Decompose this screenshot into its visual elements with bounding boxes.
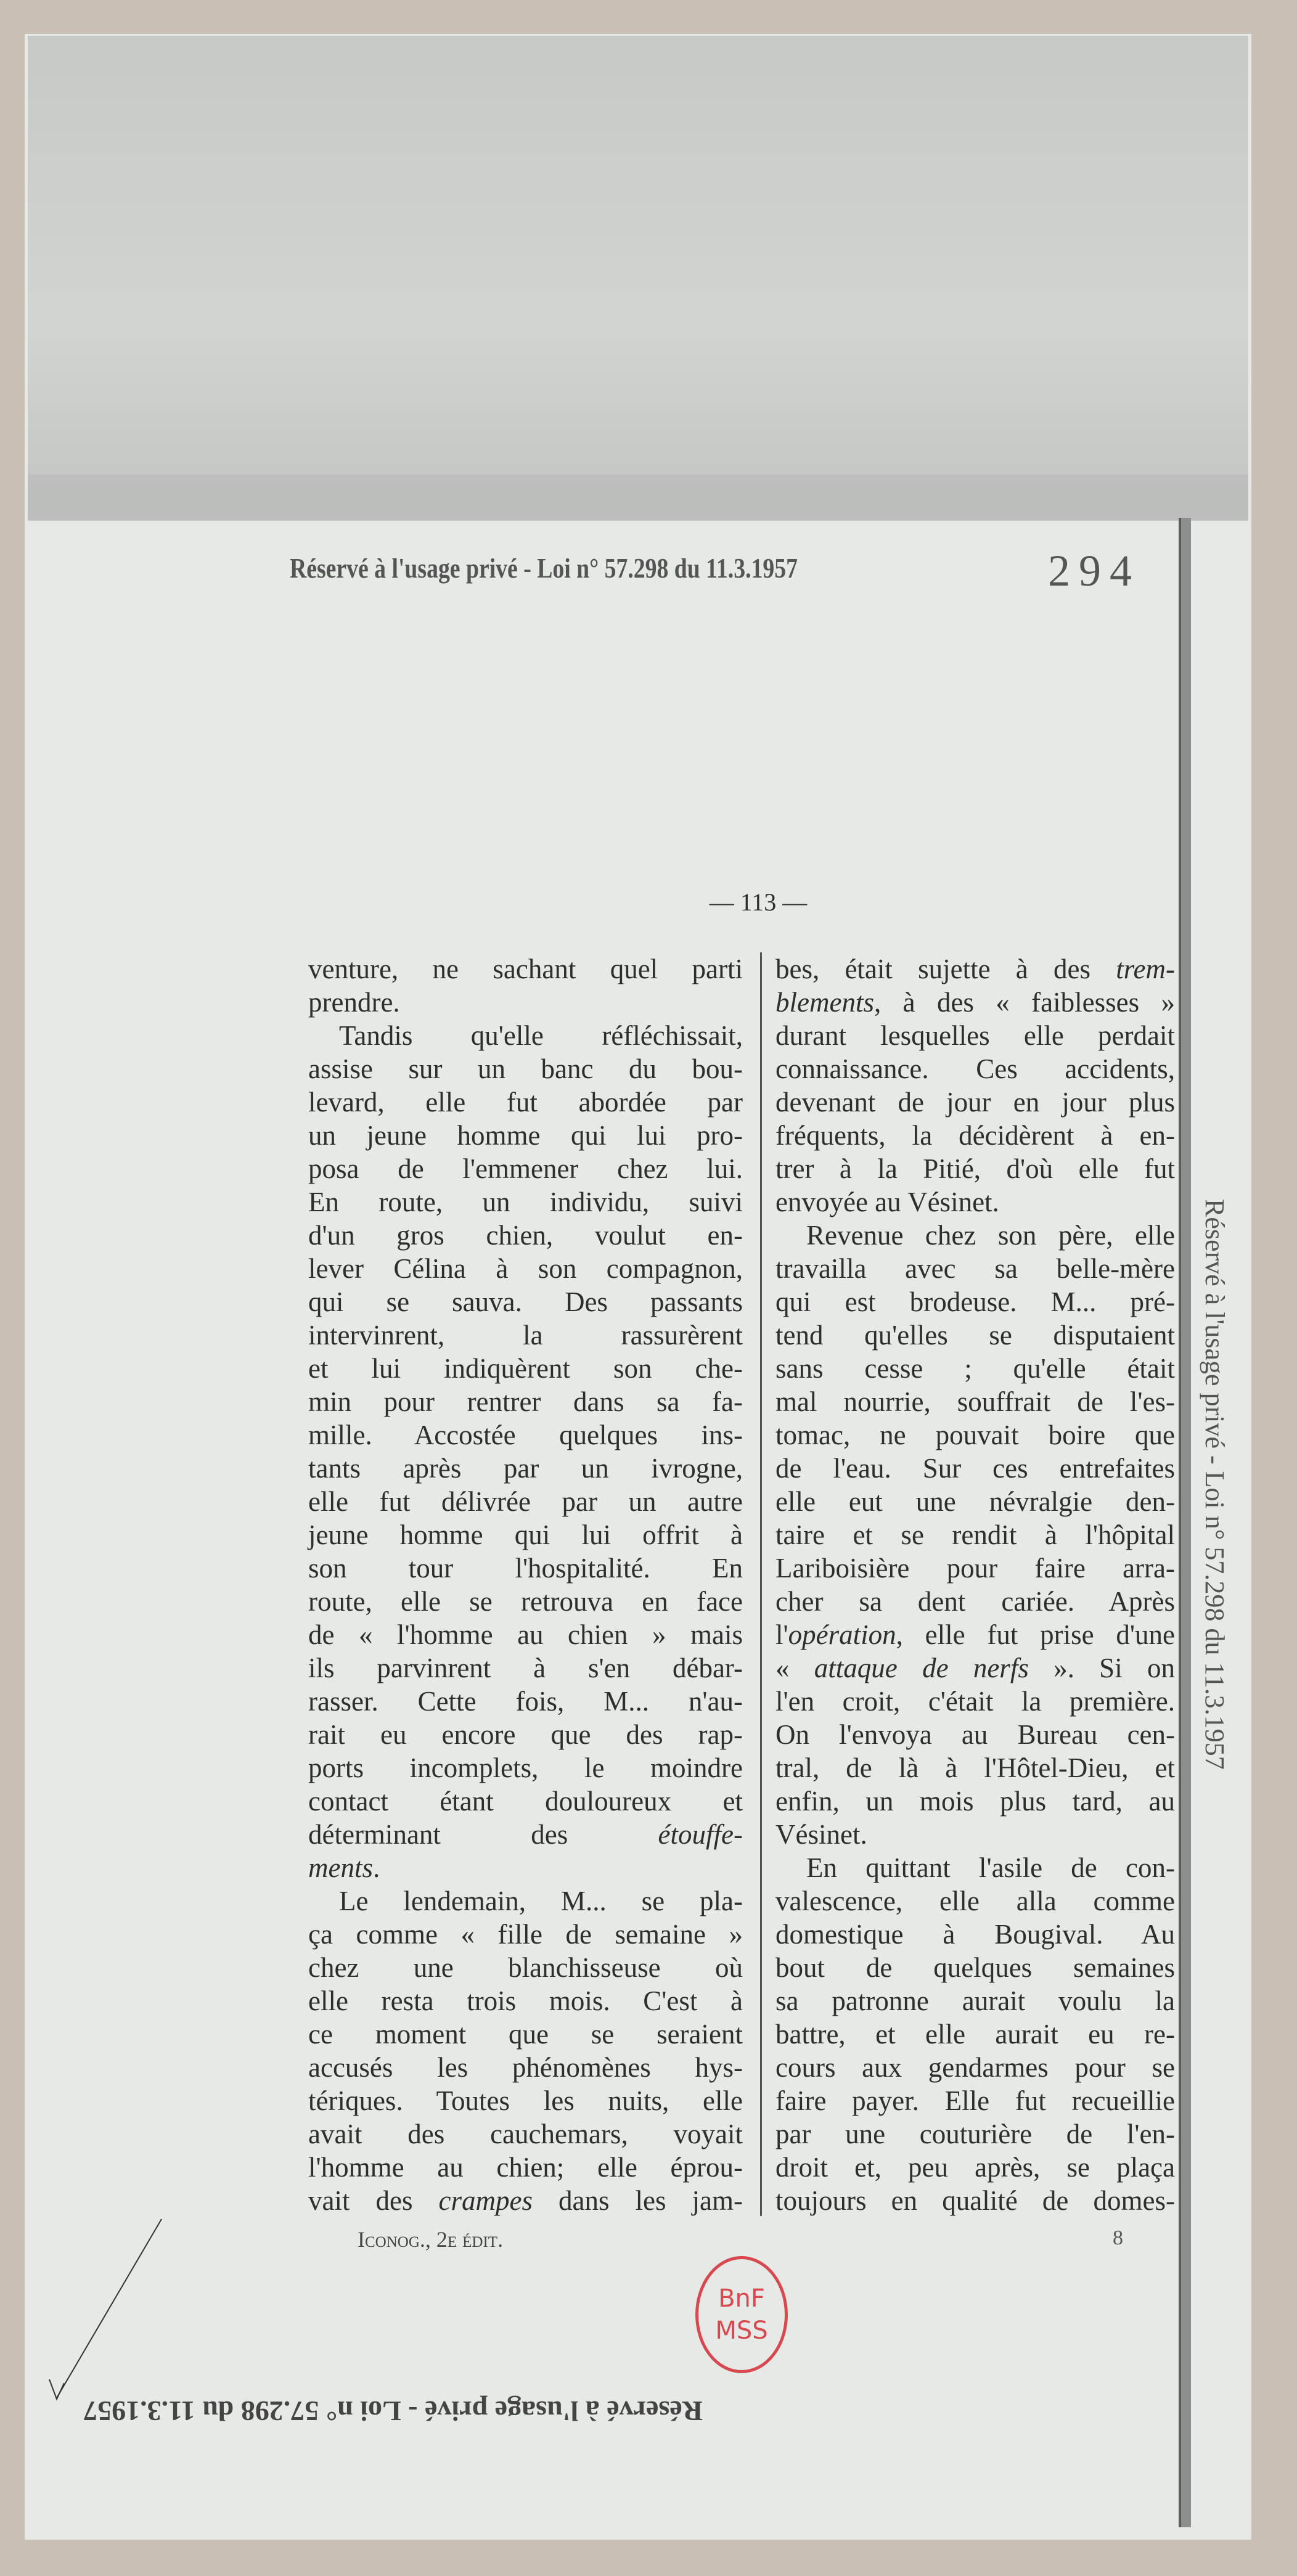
text-line: faire payer. Elle fut recueillie <box>775 2085 1175 2116</box>
text-line: intervinrent, la rassurèrent <box>308 1320 743 1351</box>
italic-text: ments <box>308 1852 373 1883</box>
text-line: prendre. <box>308 987 400 1018</box>
text-line: domestique à Bougival. Au <box>775 1919 1175 1950</box>
text-line: elle eut une névralgie den- <box>775 1486 1175 1517</box>
text-line: fréquents, la décidèrent à en- <box>775 1120 1175 1151</box>
text-segment: , à des « faiblesses » <box>874 987 1175 1018</box>
text-line: travailla avec sa belle-mère <box>775 1253 1175 1284</box>
text-line: d'un gros chien, voulut en- <box>308 1220 743 1251</box>
text-line: ça comme « fille de semaine » <box>308 1919 743 1950</box>
folio-number: 294 <box>1048 546 1140 595</box>
stamp-line-1: BnF <box>718 2284 765 2313</box>
text-segment: déterminant des <box>308 1819 658 1850</box>
text-line: taire et se rendit à l'hôpital <box>775 1519 1175 1550</box>
text-line: levard, elle fut abordée par <box>308 1087 743 1118</box>
text-line: rasser. Cette fois, M... n'au- <box>308 1686 743 1717</box>
text-line: par une couturière de l'en- <box>775 2119 1175 2149</box>
text-line: chez une blanchisseuse où <box>308 1952 743 1983</box>
text-segment: dans les jam- <box>532 2185 743 2216</box>
text-line: jeune homme qui lui offrit à <box>308 1519 743 1550</box>
text-line: sans cesse ; qu'elle était <box>775 1353 1175 1384</box>
text-line: tants après par un ivrogne, <box>308 1453 743 1484</box>
text-line: route, elle se retrouva en face <box>308 1586 743 1617</box>
italic-text: opération <box>788 1619 896 1650</box>
reserved-notice-vertical: Réservé à l'usage privé - Loi n° 57.298 du 11.3.1957 <box>1200 1199 1230 1770</box>
page-number: — 113 — <box>709 888 808 916</box>
text-line: l'homme au chien; elle éprou- <box>308 2152 743 2183</box>
text-line: mille. Accostée quelques ins- <box>308 1420 743 1450</box>
text-line: posa de l'emmener chez lui. <box>308 1153 743 1184</box>
text-line: cours aux gendarmes pour se <box>775 2052 1175 2083</box>
text-line: toujours en qualité de domes- <box>775 2185 1175 2216</box>
text-line: elle resta trois mois. C'est à <box>308 1985 743 2016</box>
text-line: valescence, elle alla comme <box>775 1886 1175 1916</box>
text-segment: ». Si on <box>1028 1653 1176 1683</box>
text-line: tral, de là à l'Hôtel-Dieu, et <box>775 1752 1175 1783</box>
text-line: avait des cauchemars, voyait <box>308 2119 743 2149</box>
italic-text: trem- <box>1116 954 1175 984</box>
text-line: durant lesquelles elle perdait <box>775 1020 1175 1051</box>
signature-line: Iconog., 2e édit. <box>358 2227 504 2252</box>
text-line: En quittant l'asile de con- <box>806 1852 1175 1883</box>
text-line: qui se sauva. Des passants <box>308 1286 743 1317</box>
reserved-notice-header: Réservé à l'usage privé - Loi n° 57.298 du 11.3.1957 <box>290 552 798 584</box>
text-line: trer à la Pitié, d'où elle fut <box>775 1153 1175 1184</box>
text-segment: l' <box>775 1619 788 1650</box>
text-line: l'en croit, c'était la première. <box>775 1686 1175 1717</box>
text-line: En route, un individu, suivi <box>308 1187 743 1217</box>
text-line: droit et, peu après, se plaça <box>775 2152 1175 2183</box>
italic-text: blements <box>775 987 874 1018</box>
text-line: Revenue chez son père, elle <box>806 1220 1175 1251</box>
text-line: ils parvinrent à s'en débar- <box>308 1653 743 1683</box>
text-line: ce moment que se seraient <box>308 2019 743 2050</box>
text-line: connaissance. Ces accidents, <box>775 1053 1175 1084</box>
text-segment: , elle fut prise d'une <box>896 1619 1175 1650</box>
text-line: sa patronne aurait voulu la <box>775 1985 1175 2016</box>
text-line: bout de quelques semaines <box>775 1952 1175 1983</box>
text-line: mal nourrie, souffrait de l'es- <box>775 1386 1175 1417</box>
text-line: qui est brodeuse. M... pré- <box>775 1286 1175 1317</box>
text-line: et lui indiquèrent son che- <box>308 1353 743 1384</box>
text-line: un jeune homme qui lui pro- <box>308 1120 743 1151</box>
text-line: devenant de jour en jour plus <box>775 1087 1175 1118</box>
text-line: elle fut délivrée par un autre <box>308 1486 743 1517</box>
text-line: enfin, un mois plus tard, au <box>775 1786 1175 1817</box>
stamp-line-2: MSS <box>715 2316 768 2345</box>
text-segment: vait des <box>308 2185 439 2216</box>
italic-text: crampes <box>438 2185 533 2216</box>
text-line: ports incomplets, le moindre <box>308 1752 743 1783</box>
text-line: venture, ne sachant quel parti <box>308 954 743 984</box>
text-segment: bes, était sujette à des <box>775 954 1116 984</box>
text-line: assise sur un banc du bou- <box>308 1053 743 1084</box>
text-line: son tour l'hospitalité. En <box>308 1553 743 1584</box>
text-line: cher sa dent cariée. Après <box>775 1586 1175 1617</box>
text-segment: « <box>775 1653 814 1683</box>
text-line: Le lendemain, M... se pla- <box>339 1886 743 1916</box>
text-line: Vésinet. <box>775 1819 867 1850</box>
sheet-mark: 8 <box>1113 2226 1123 2249</box>
text-line: accusés les phénomènes hys- <box>308 2052 743 2083</box>
text-line: On l'envoya au Bureau cen- <box>775 1719 1175 1750</box>
text-line: tériques. Toutes les nuits, elle <box>308 2085 743 2116</box>
text-line: de « l'homme au chien » mais <box>308 1619 743 1650</box>
text-line: min pour rentrer dans sa fa- <box>308 1386 743 1417</box>
text-line: battre, et elle aurait eu re- <box>775 2019 1175 2050</box>
text-line: Lariboisière pour faire arra- <box>775 1553 1175 1584</box>
text-line: envoyée au Vésinet. <box>775 1187 999 1217</box>
italic-text: attaque de nerfs <box>814 1653 1029 1683</box>
text-line: Tandis qu'elle réfléchissait, <box>339 1020 743 1051</box>
text-line: contact étant douloureux et <box>308 1786 743 1817</box>
text-line: de l'eau. Sur ces entrefaites <box>775 1453 1175 1484</box>
text-line: tomac, ne pouvait boire que <box>775 1420 1175 1450</box>
italic-text: étouffe- <box>658 1819 743 1850</box>
reserved-notice-upside-down: Réservé à l'usage privé - Loi n° 57.298 du 11.3.1957 <box>83 2395 703 2427</box>
text-line: tend qu'elles se disputaient <box>775 1320 1175 1351</box>
text-line: lever Célina à son compagnon, <box>308 1253 743 1284</box>
text-line: rait eu encore que des rap- <box>308 1719 743 1750</box>
text-segment: . <box>373 1852 380 1883</box>
